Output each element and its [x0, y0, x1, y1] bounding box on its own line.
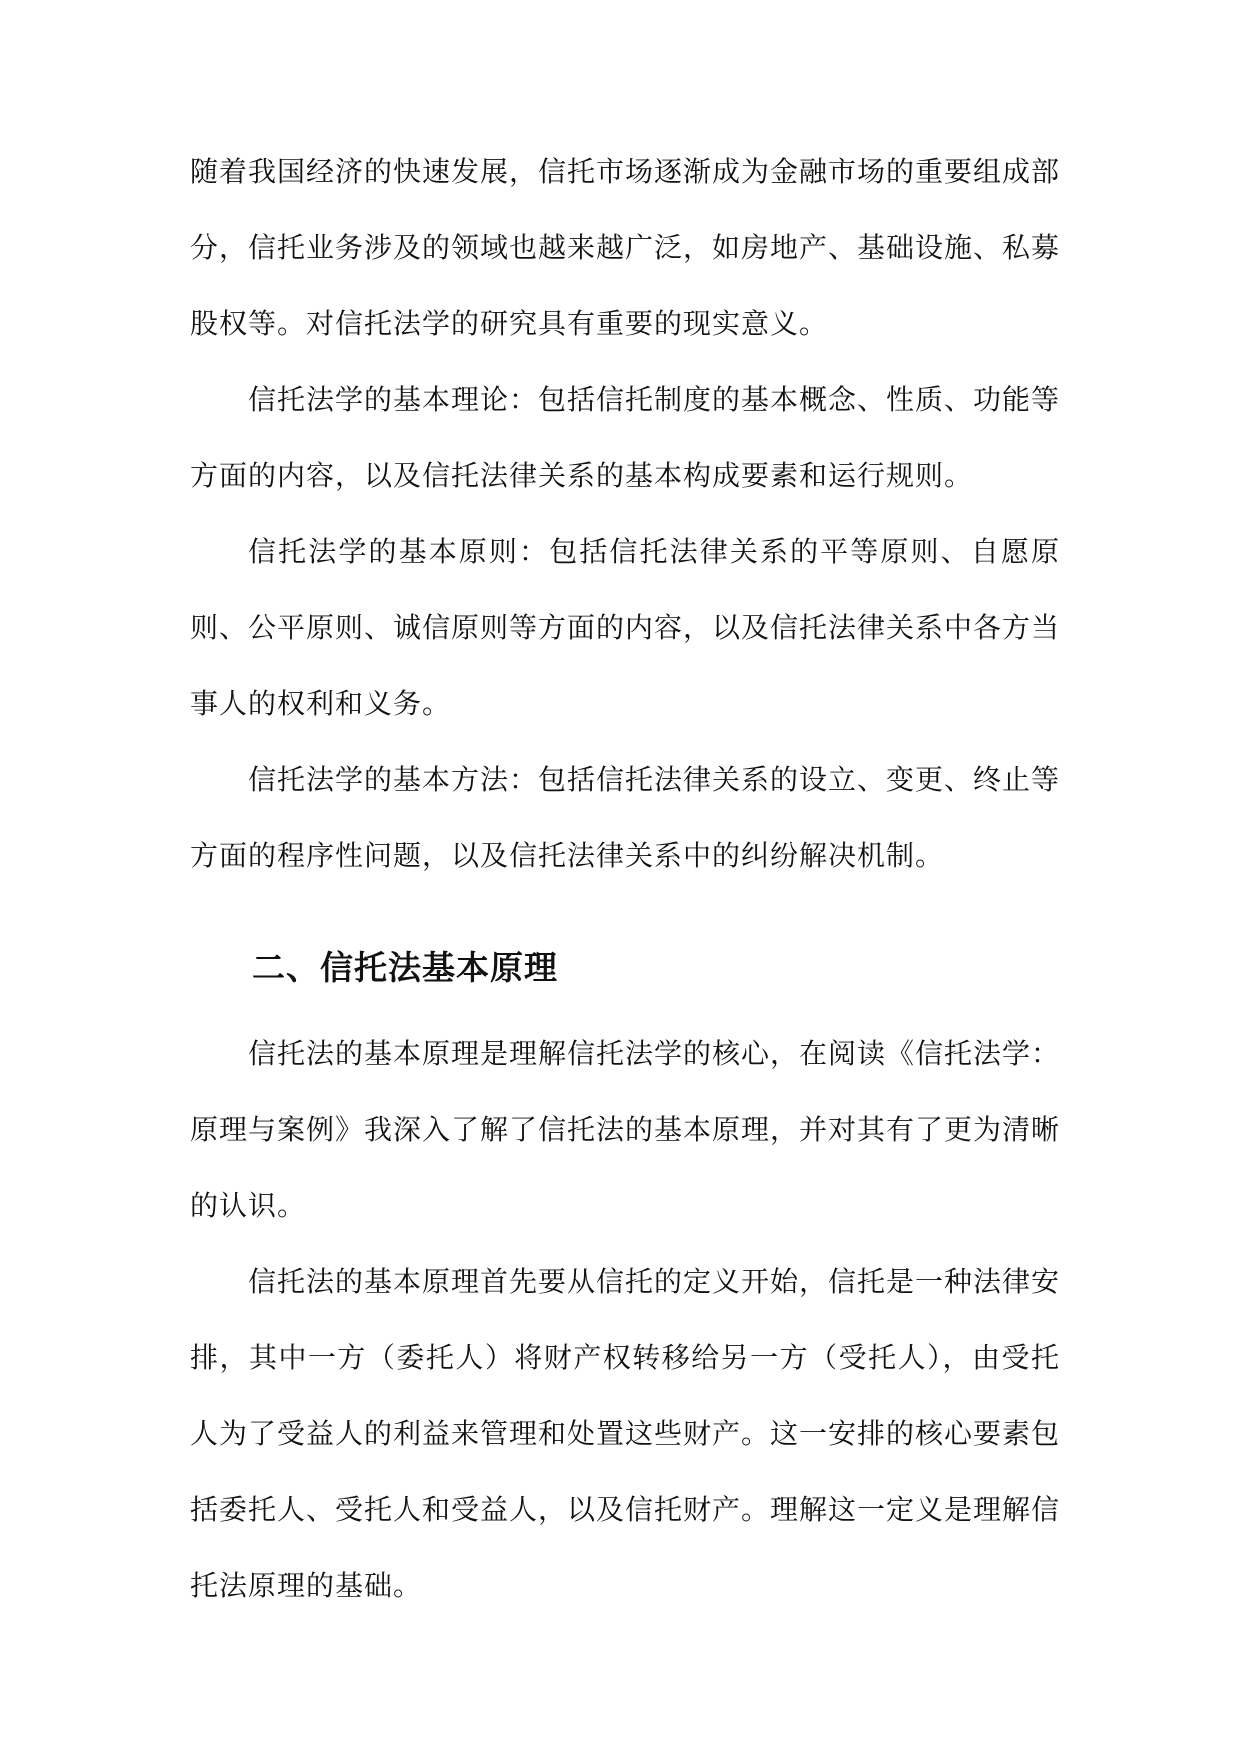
- paragraph-intro: 随着我国经济的快速发展，信托市场逐渐成为金融市场的重要组成部分，信托业务涉及的领域也越来越广泛，如房地产、基础设施、私募股权等。对信托法学的研究具有重要的现实意义。: [190, 155, 1061, 340]
- paragraph-trust-definition: 信托法的基本原理首先要从信托的定义开始，信托是一种法律安排，其中一方（委托人）将财产权转移给另一方（受托人），由受托人为了受益人的利益来管理和处置这些财产。这一安排的核心要素包括委托人、受托人和受益人，以及信托财产。理解这一定义是理解信托法原理的基础。: [190, 1265, 1061, 1602]
- paragraph-basic-principles: 信托法学的基本原则：包括信托法律关系的平等原则、自愿原则、公平原则、诚信原则等方面的内容，以及信托法律关系中各方当事人的权利和义务。: [190, 535, 1061, 720]
- paragraph-basic-theory: 信托法学的基本理论：包括信托制度的基本概念、性质、功能等方面的内容，以及信托法律关系的基本构成要素和运行规则。: [190, 383, 1061, 492]
- paragraph-core-principles: 信托法的基本原理是理解信托法学的核心，在阅读《信托法学：原理与案例》我深入了解了信托法的基本原理，并对其有了更为清晰的认识。: [190, 1037, 1061, 1222]
- section-heading: 二、信托法基本原理: [252, 948, 558, 987]
- paragraph-basic-methods: 信托法学的基本方法：包括信托法律关系的设立、变更、终止等方面的程序性问题，以及信托法律关系中的纠纷解决机制。: [190, 763, 1061, 872]
